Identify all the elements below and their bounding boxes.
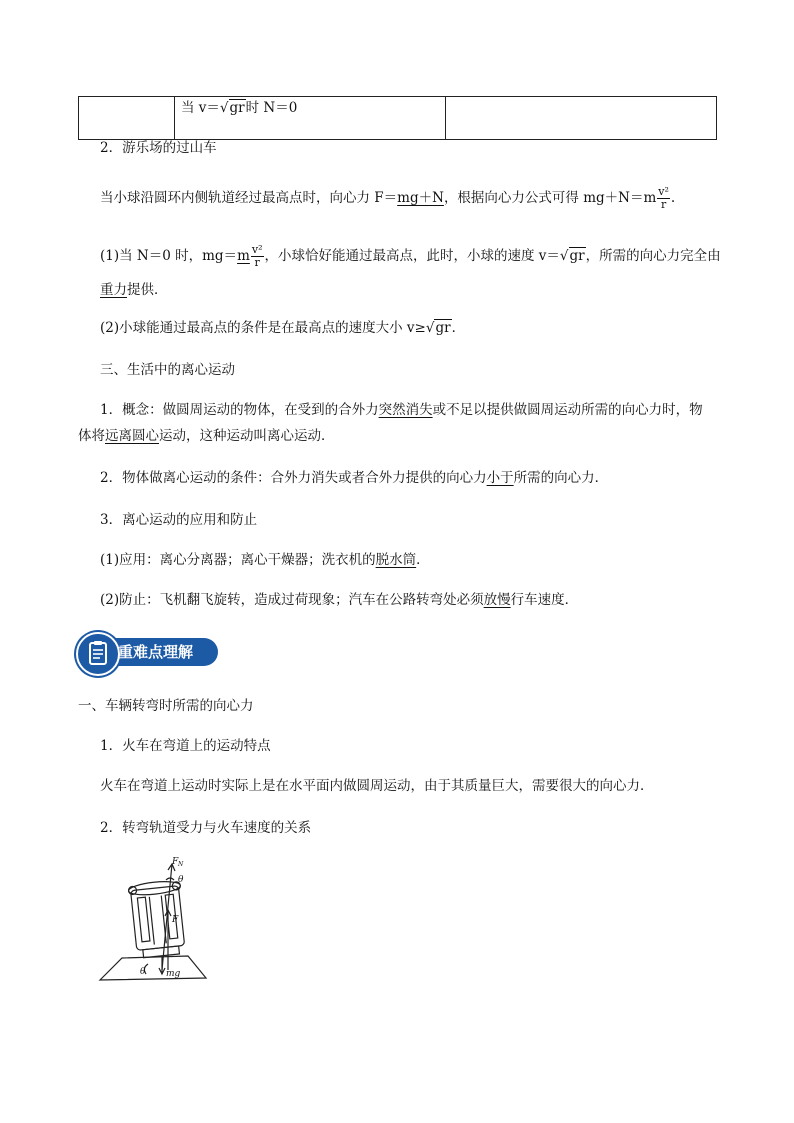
part1-body: 火车在弯道上运动时实际上是在水平面内做圆周运动，由于其质量巨大，需要很大的向心力． [100, 778, 654, 794]
part1-sub1: 1．火车在弯道上的运动特点 [100, 738, 271, 754]
label-fn-sub: N [178, 861, 184, 868]
table-cell: 当 v＝√gr时 N＝0 [175, 97, 446, 140]
data-table [78, 96, 717, 140]
fraction: $\frac{\text{v²}}{r}$ [251, 243, 263, 269]
application-heading: 3．离心运动的应用和防止 [100, 512, 258, 528]
fraction: $\frac{\text{v²}}{r}$ [658, 185, 669, 211]
prevention-line: (2)防止：飞机翻飞旋转，造成过荷现象；汽车在公路转弯处必须放慢行车速度． [100, 592, 579, 608]
part1-sub2: 2．转弯轨道受力与火车速度的关系 [100, 820, 312, 836]
section-banner [76, 632, 218, 672]
application-line: (1)应用：离心分离器；离心干燥器；洗衣机的脱水筒． [100, 552, 430, 568]
roller-point1: (1)当 N＝0 时，mg＝m $\frac{\text{v²}}{r}$ ，小球恰好能通过最高点，此时，小球的速度 v＝√gr，所需的向心力完全由 [100, 243, 721, 269]
table-cell [446, 97, 717, 140]
roller-heading: 2．游乐场的过山车 [100, 140, 217, 156]
table-cell [79, 97, 175, 140]
roller-point1-cont: 重力提供． [100, 282, 168, 298]
roller-point2: (2)小球能通过最高点的条件是在最高点的速度大小 v≥√gr． [100, 320, 466, 336]
concept-line2: 体将远离圆心运动，这种运动叫离心运动． [78, 428, 335, 444]
section3-heading: 三、生活中的离心运动 [100, 362, 235, 378]
label-f: F [172, 915, 179, 925]
label-fn: F [172, 857, 179, 867]
label-mg: mg [166, 969, 181, 979]
table-row [79, 97, 717, 140]
part1-heading: 一、车辆转弯时所需的向心力 [78, 698, 254, 714]
condition-line: 2．物体做离心运动的条件：合外力消失或者合外力提供的向心力小于所需的向心力． [100, 470, 609, 486]
clipboard-icon [76, 632, 120, 676]
concept-line1: 1．概念：做圆周运动的物体，在受到的合外力突然消失或不足以提供做圆周运动所需的向心力时，物 [100, 402, 703, 418]
label-theta-top: θ [178, 875, 184, 885]
train-banked-track-diagram [96, 852, 216, 984]
banner-title: 重难点理解 [118, 643, 194, 661]
roller-line1: 当小球沿圆环内侧轨道经过最高点时，向心力 F＝mg＋N，根据向心力公式可得 mg＋N＝m $\frac{\text{v²}}{r}$ . [100, 185, 676, 211]
label-theta-bottom: θ [140, 967, 146, 977]
